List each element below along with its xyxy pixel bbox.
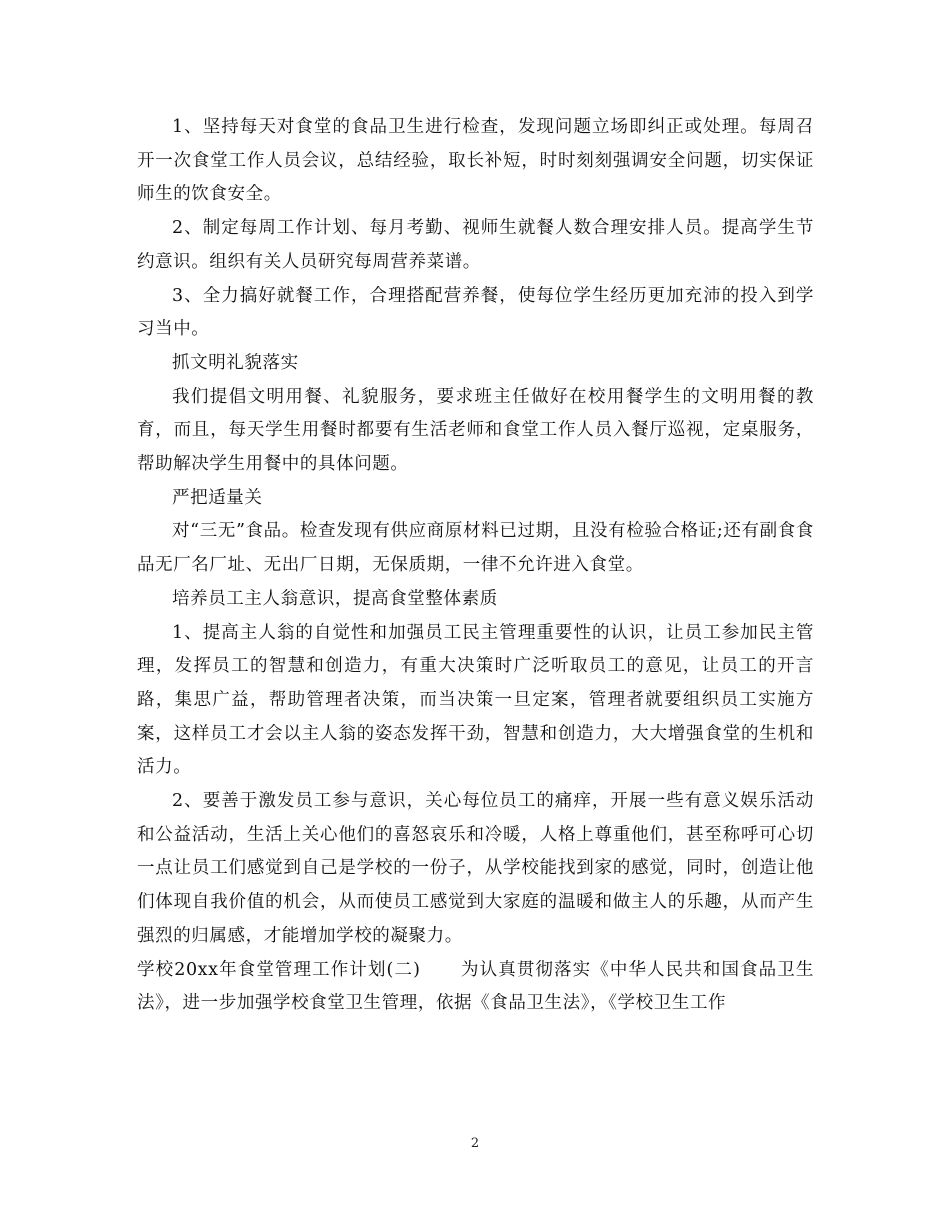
paragraph-staff-2: 2、要善于激发员工参与意识，关心每位员工的痛痒，开展一些有意义娱乐活动和公益活动，生活上关心他们的喜怒哀乐和冷暖，人格上尊重他们，甚至称呼可心切一点让员工们感觉到自己是学校的一份子，从学校能找到家的感觉，同时，创造让他们体现自我价值的机会，从而使员工感觉到大家庭的温暖和做主人的乐趣，从而产生强烈的归属感，才能增加学校的凝聚力。: [137, 791, 814, 946]
paragraph-staff-1: 1、提高主人翁的自觉性和加强员工民主管理重要性的认识，让员工参加民主管理，发挥员工的智慧和创造力，有重大决策时广泛听取员工的意见，让员工的开言路，集思广益，帮助管理者决策，而当决策一旦定案，管理者就要组织员工实施方案，这样员工才会以主人翁的姿态发挥干劲，智慧和创造力，大大增强食堂的生机和活力。: [137, 622, 814, 778]
paragraph-plan-two: [137, 954, 814, 1021]
section-heading-staff: 培养员工主人翁意识，提高食堂整体素质: [172, 588, 498, 609]
page-number: 2: [470, 1136, 480, 1151]
plan-two-body: 为认真贯彻落实《中华人民共和国食品卫生法》，进一步加强学校食堂卫生管理，依据《食品卫生法》，《学校卫生工作: [137, 959, 814, 1014]
plan-two-title: 学校20xx年食堂管理工作计划(二): [137, 959, 421, 980]
section-heading-courtesy: 抓文明礼貌落实: [172, 352, 299, 373]
paragraph-2: 2、制定每周工作计划、每月考勤、视师生就餐人数合理安排人员。提高学生节约意识。组织有关人员研究每周营养菜谱。: [137, 218, 814, 272]
document-body: [137, 111, 814, 1021]
paragraph-quality: 对“三无”食品。检查发现有供应商原材料已过期，且没有检验合格证;还有副食食品无厂名厂址、无出厂日期，无保质期，一律不允许进入食堂。: [137, 521, 814, 576]
paragraph-1: 1、坚持每天对食堂的食品卫生进行检查，发现问题立场即纠正或处理。每周召开一次食堂工作人员会议，总结经验，取长补短，时时刻刻强调安全问题，切实保证师生的饮食安全。: [137, 117, 814, 205]
paragraph-courtesy: 我们提倡文明用餐、礼貌服务，要求班主任做好在校用餐学生的文明用餐的教育，而且，每天学生用餐时都要有生活老师和食堂工作人员入餐厅巡视，定桌服务，帮助解决学生用餐中的具体问题。: [137, 386, 814, 475]
paragraph-3: 3、全力搞好就餐工作，合理搭配营养餐，使每位学生经历更加充沛的投入到学习当中。: [137, 285, 814, 340]
section-heading-quality: 严把适量关: [172, 487, 263, 508]
